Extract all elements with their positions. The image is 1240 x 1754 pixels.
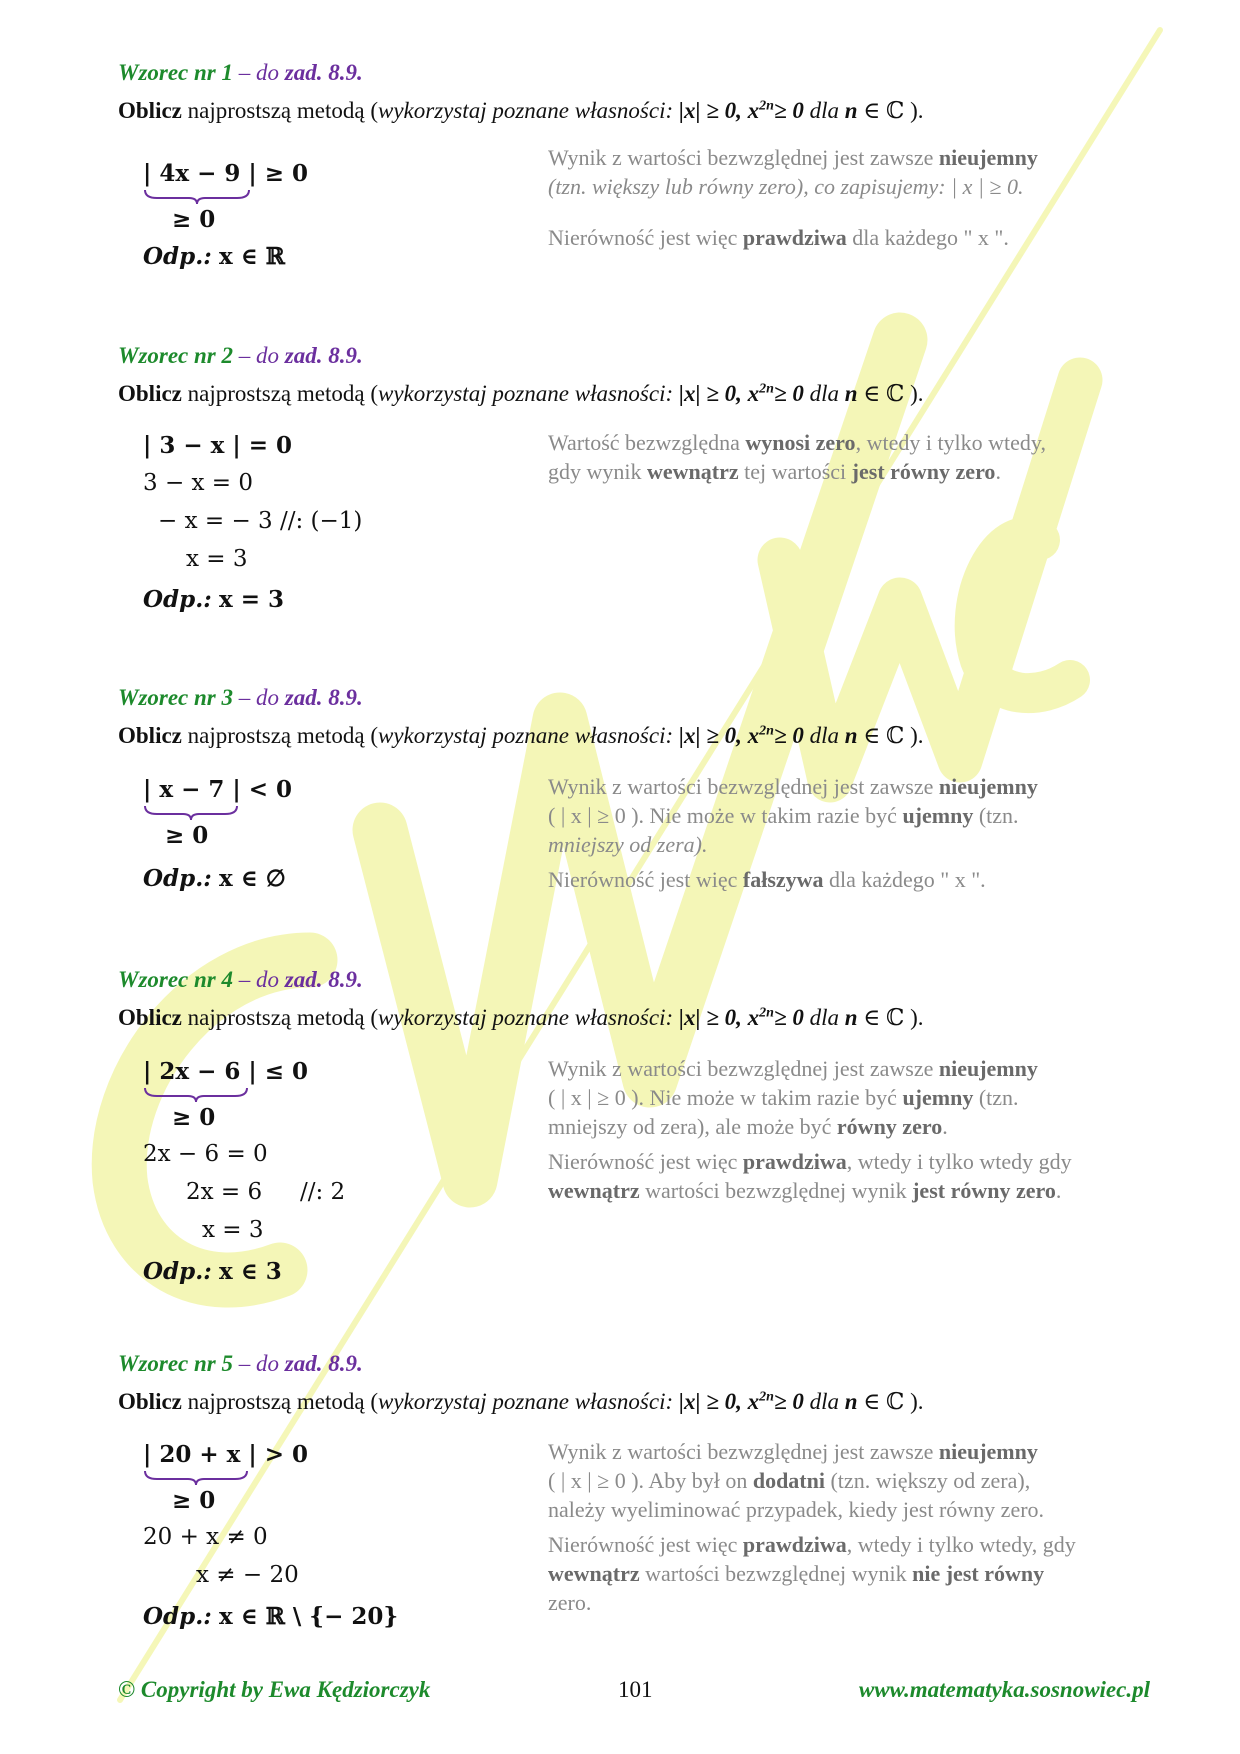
example-4-answer: Odp.: x ∈ 3 [143, 1258, 282, 1285]
example-5-nonnegative: ≥ 0 [172, 1487, 216, 1514]
example-4-task: Oblicz najprostszą metodą (wykorzystaj poznane własności: |x| ≥ 0, $x^{2n}\ge 0$ dla n ∈ ℂ ). [118, 1005, 924, 1030]
example-1-answer: Odp.: x ∈ ℝ [143, 243, 285, 270]
example-1-note: Wynik z wartości bezwzględnej jest zawsze nieujemny (tzn. większy lub równy zero), co zapisujemy: | x | ≥ 0. Nierówność jest więc prawdziwa dla każdego " x ". [548, 145, 1038, 250]
example-2-header: Wzorec nr 2 – do zad. 8.9. [118, 343, 363, 368]
example-4-nonnegative: ≥ 0 [172, 1104, 216, 1131]
underbrace [143, 1469, 249, 1487]
example-5-line-1: | 20 + x | > 0 [143, 1441, 309, 1468]
example-3-header: Wzorec nr 3 – do zad. 8.9. [118, 685, 363, 710]
example-4-line-2: 2x − 6 = 0 [143, 1141, 268, 1167]
example-2-line-4: x = 3 [186, 546, 248, 572]
example-3-note: Wynik z wartości bezwzględnej jest zawsze nieujemny ( | x | ≥ 0 ). Nie może w takim razie być ujemny (tzn. mniejszy od zera). Nierówność jest więc fałszywa dla każdego " x ". [548, 774, 1038, 892]
example-4-line-4: x = 3 [202, 1217, 264, 1243]
example-5-note: Wynik z wartości bezwzględnej jest zawsze nieujemny ( | x | ≥ 0 ). Aby był on dodatni (tzn. większy od zera), należy wyeliminować przypadek, kiedy jest równy zero. Nierówność jest więc prawdziwa, wtedy i tylko wtedy, gdy wewnątrz wartości bezwzględnej wynik nie jest równy zero. [548, 1439, 1076, 1615]
example-4-line-3: 2x = 6 [186, 1179, 263, 1205]
example-2-line-2: 3 − x = 0 [143, 470, 254, 496]
example-5-line-3: x ≠ − 20 [196, 1562, 299, 1588]
example-4-line-1: | 2x − 6 | ≤ 0 [143, 1058, 309, 1085]
example-2-line-3: − x = − 3 //: (−1) [158, 508, 363, 534]
underbrace [143, 188, 251, 206]
example-2-task: Oblicz najprostszą metodą (wykorzystaj poznane własności: |x| ≥ 0, $x^{2n}\ge 0$ dla n ∈ ℂ ). [118, 381, 924, 406]
example-2-note: Wartość bezwzględna wynosi zero, wtedy i tylko wtedy, gdy wynik wewnątrz tej wartości jest równy zero. [548, 430, 1046, 484]
underbrace [143, 1086, 249, 1104]
example-4-note: Wynik z wartości bezwzględnej jest zawsze nieujemny ( | x | ≥ 0 ). Nie może w takim razie być ujemny (tzn. mniejszy od zera), ale może być równy zero. Nierówność jest więc prawdziwa, wtedy i tylko wtedy gdy wewnątrz wartości bezwzględnej wynik jest równy zero. [548, 1056, 1072, 1203]
example-5-line-2: 20 + x ≠ 0 [143, 1524, 268, 1550]
footer-copyright: © Copyright by Ewa Kędziorczyk [118, 1677, 431, 1702]
example-1-line-1: | 4x − 9 | ≥ 0 [143, 160, 309, 187]
example-4-line-3-op: //: 2 [300, 1179, 346, 1205]
example-5-task: Oblicz najprostszą metodą (wykorzystaj poznane własności: |x| ≥ 0, $x^{2n}\ge 0$ dla n ∈ ℂ ). [118, 1389, 924, 1414]
example-4-header: Wzorec nr 4 – do zad. 8.9. [118, 967, 363, 992]
underbrace [143, 804, 239, 822]
example-3-line-1: | x − 7 | < 0 [143, 776, 293, 803]
example-1-task: Oblicz najprostszą metodą (wykorzystaj poznane własności: |x| ≥ 0, $x^{2n}\ge 0$ dla n ∈ ℂ ). [118, 98, 924, 123]
example-1-nonnegative: ≥ 0 [172, 206, 216, 233]
example-2-line-1: | 3 − x | = 0 [143, 432, 293, 459]
example-3-nonnegative: ≥ 0 [165, 822, 209, 849]
example-3-answer: Odp.: x ∈ ∅ [143, 865, 286, 892]
example-1-header: Wzorec nr 1 – do zad. 8.9. [118, 60, 363, 85]
example-5-header: Wzorec nr 5 – do zad. 8.9. [118, 1351, 363, 1376]
example-2-answer: Odp.: x = 3 [143, 586, 285, 613]
example-3-task: Oblicz najprostszą metodą (wykorzystaj poznane własności: |x| ≥ 0, $x^{2n}\ge 0$ dla n ∈ ℂ ). [118, 723, 924, 748]
example-5-answer: Odp.: x ∈ ℝ \ {− 20} [143, 1603, 399, 1630]
page-number: 101 [618, 1677, 653, 1702]
footer-website[interactable]: www.matematyka.sosnowiec.pl [858, 1677, 1150, 1702]
